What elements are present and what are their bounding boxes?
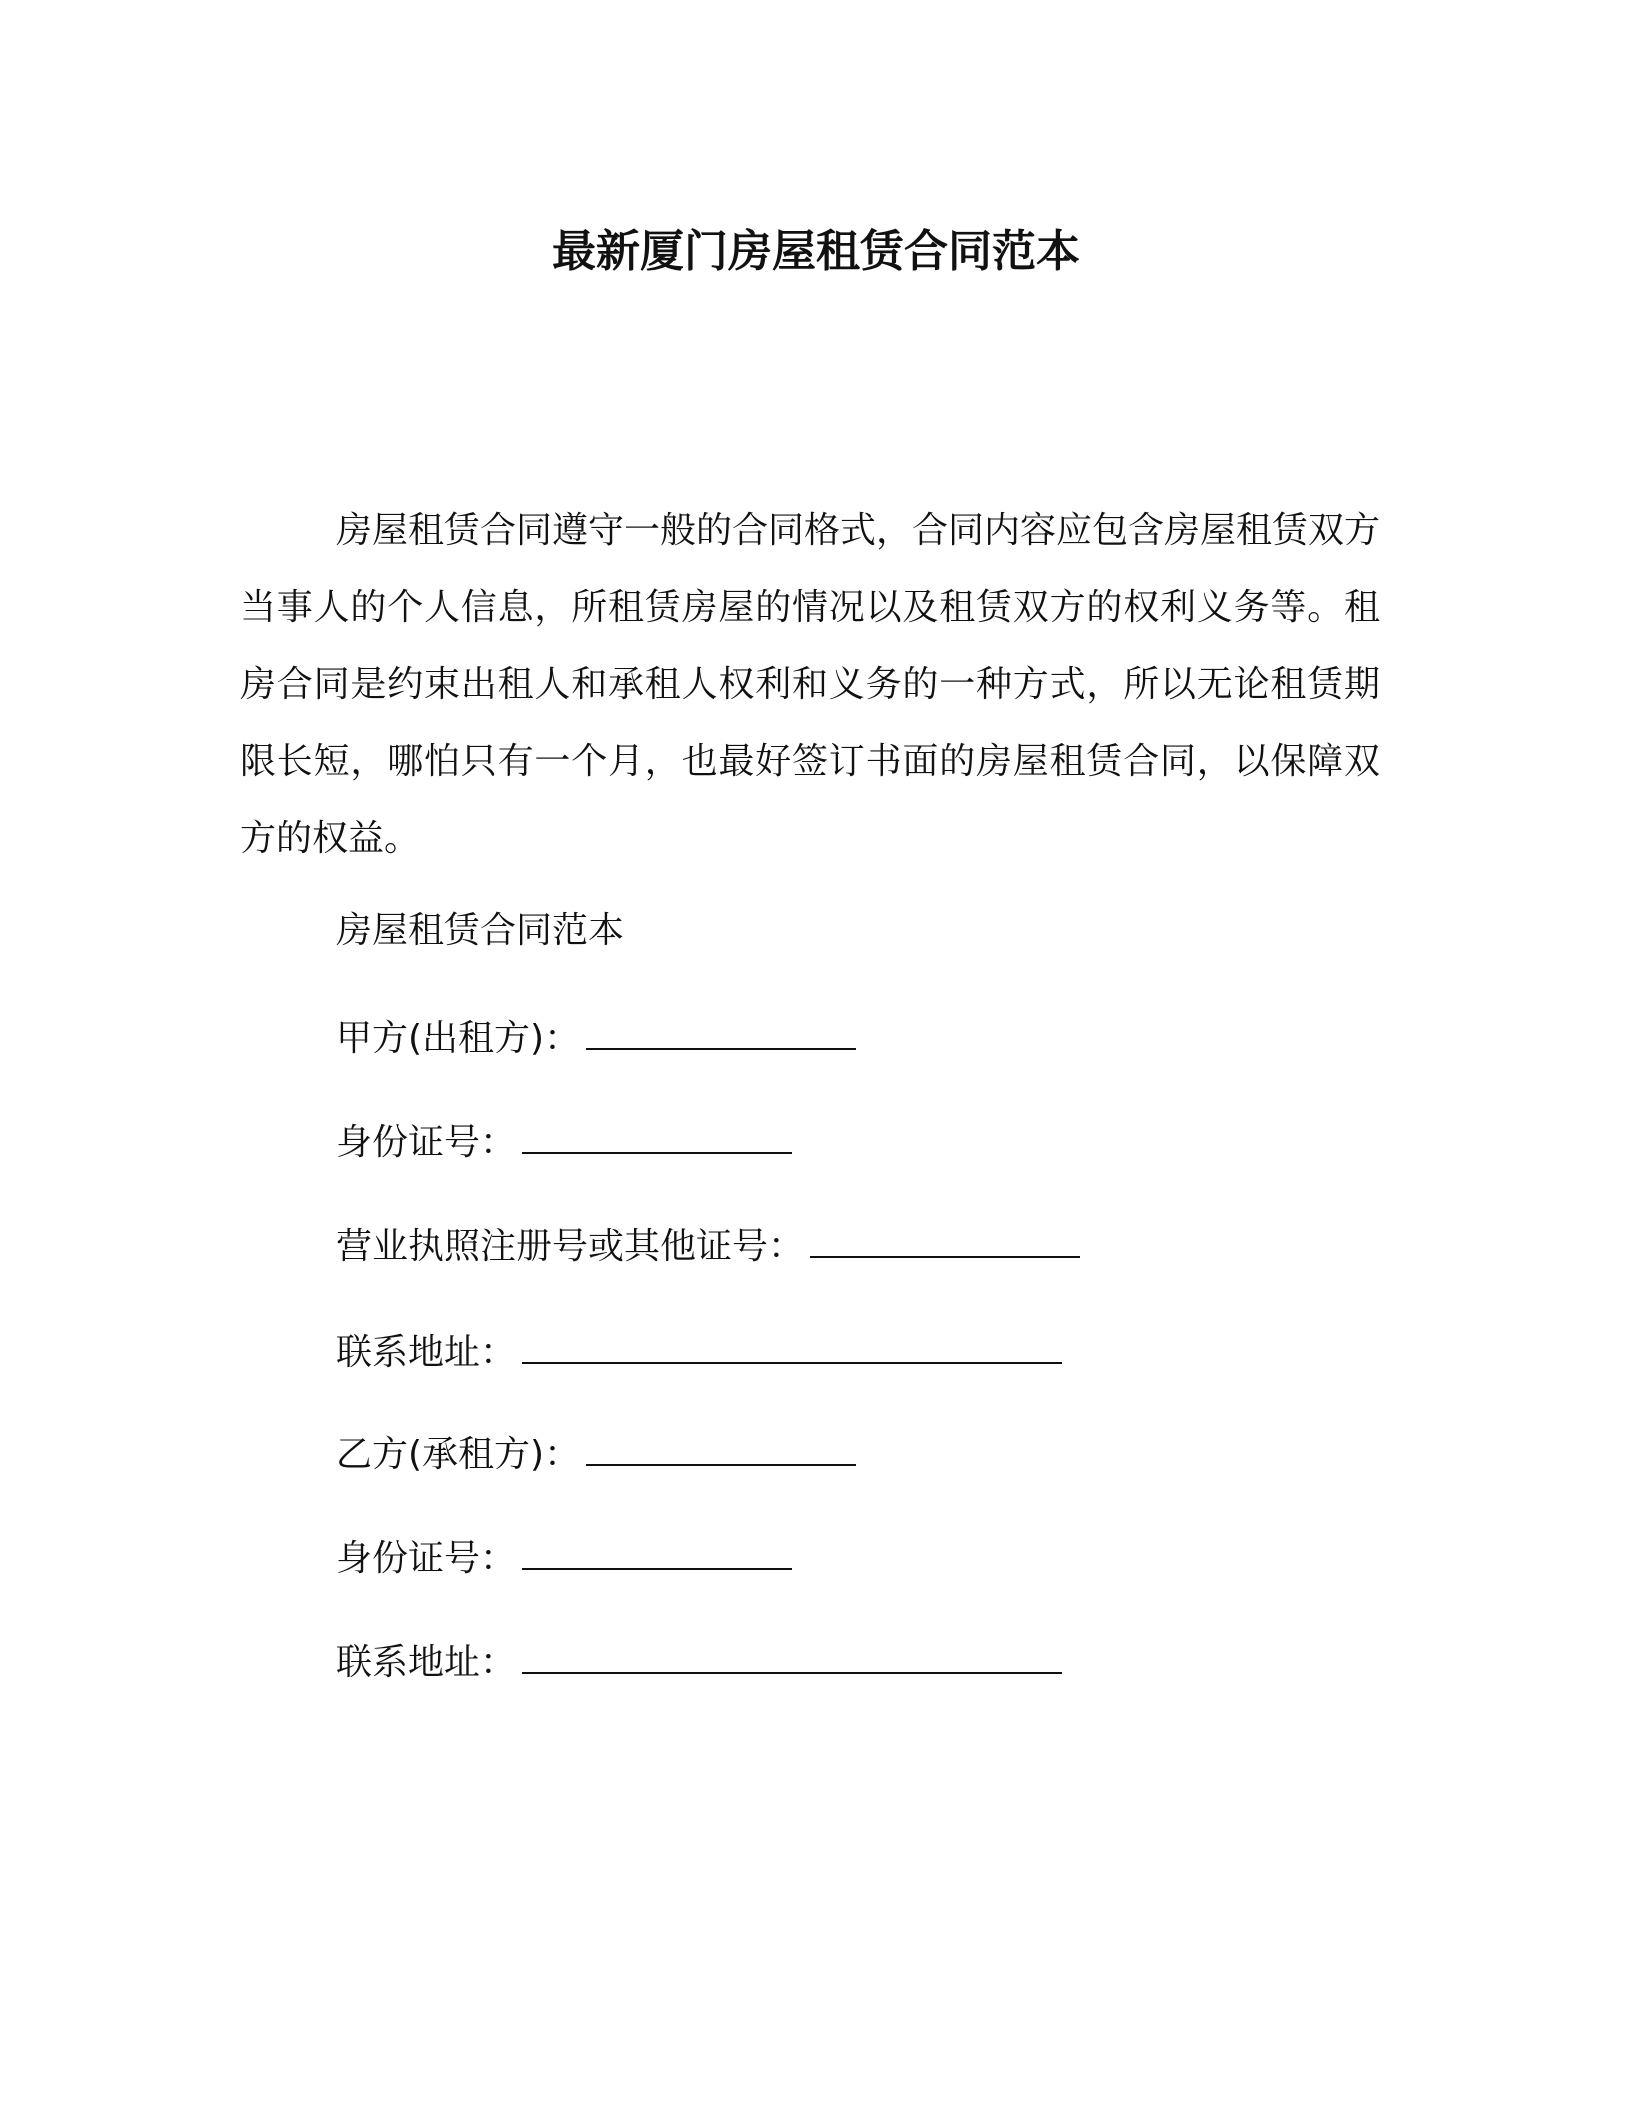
field-party-a-id (336, 1118, 792, 1168)
field-label: 甲方(出租方)： (336, 1018, 581, 1059)
field-business-license (336, 1222, 1080, 1272)
blank-line (522, 1118, 792, 1154)
blank-line (522, 1534, 792, 1570)
field-label: 乙方(承租方)： (336, 1434, 581, 1475)
blank-line (522, 1638, 1062, 1674)
field-party-a-address (336, 1328, 1062, 1378)
field-label: 联系地址： (336, 1332, 517, 1373)
field-party-b (336, 1430, 856, 1480)
field-party-a (336, 1014, 856, 1064)
field-label: 联系地址： (336, 1642, 517, 1683)
blank-line (810, 1222, 1080, 1258)
section-heading: 房屋租赁合同范本 (336, 910, 625, 951)
field-label: 身份证号： (336, 1122, 517, 1163)
field-party-b-id (336, 1534, 792, 1584)
blank-line (586, 1014, 856, 1050)
field-label: 营业执照注册号或其他证号： (336, 1226, 805, 1267)
blank-line (586, 1430, 856, 1466)
intro-paragraph: 房屋租赁合同遵守一般的合同格式，合同内容应包含房屋租赁双方当事人的个人信息，所租赁房屋的情况以及租赁双方的权利义务等。租房合同是约束出租人和承租人权利和义务的一种方式，所以无论租赁期限长短，哪怕只有一个月，也最好签订书面的房屋租赁合同，以保障双方的权益。 (240, 510, 1381, 859)
document-title: 最新厦门房屋租赁合同范本 (552, 226, 1080, 277)
field-label: 身份证号： (336, 1538, 517, 1579)
blank-line (522, 1328, 1062, 1364)
field-party-b-address (336, 1638, 1062, 1688)
